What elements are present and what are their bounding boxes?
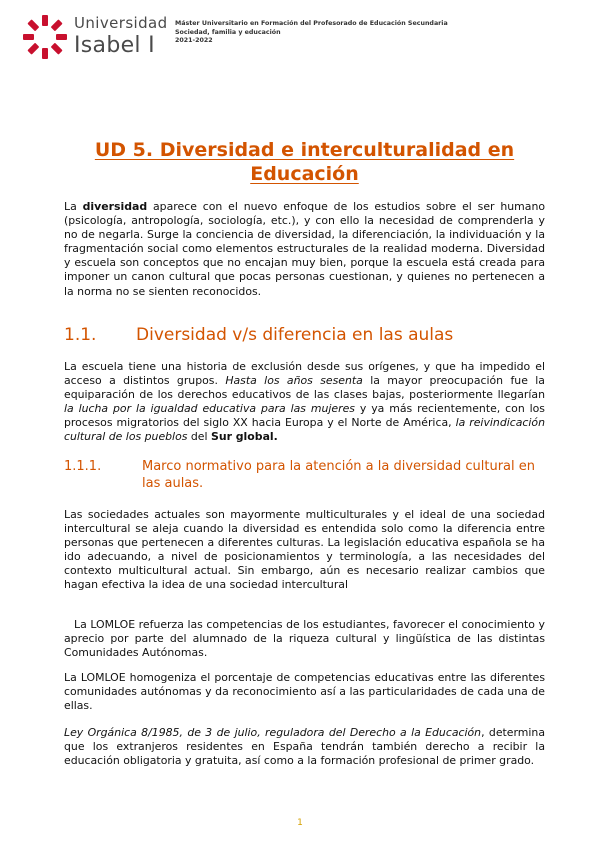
university-logo — [22, 14, 172, 62]
program-name: Máster Universitario en Formación del Profesorado de Educación Secundaria — [175, 20, 448, 27]
intro-bold-term: diversidad — [82, 200, 148, 213]
law-reference: Ley Orgánica 8/1985, de 3 de julio, reguladora del Derecho a la Educación — [64, 726, 482, 739]
section-1-1-1-paragraph-4 — [64, 726, 545, 768]
section-1-1-1-heading — [64, 458, 545, 492]
section-1-1-title: Diversidad v/s diferencia en las aulas — [136, 325, 454, 345]
logo-line1: Universidad — [74, 14, 168, 32]
intro-prefix: La — [64, 200, 83, 213]
s11-text-4: del — [187, 430, 211, 444]
s11-italic-3: la reivindicación cultural de los pueblos — [64, 416, 545, 444]
s11-text-1: La escuela tiene una historia de exclusión desde sus orígenes, y que ha impedido el acceso a distintos grupos. — [64, 360, 545, 388]
section-1-1-number: 1.1. — [64, 325, 97, 345]
p4-text: , determina que los extranjeros residentes en España tendrán también derecho a recibir la educación obligatoria y gratuita, así como a la formación profesional de primer grado. — [64, 726, 545, 768]
s11-italic-1: Hasta los años sesenta — [225, 374, 363, 388]
section-1-1-1-number: 1.1.1. — [64, 459, 102, 474]
intro-text: aparece con el nuevo enfoque de los estudios sobre el ser humano (psicología, antropología, sociología, etc.), y con ello la necesidad de comprenderla y no de negarla. Surge la conciencia de diversidad, la diferenciación, la individuación y la fragmentación social como elementos estructurales de la realidad moderna. Diversidad y escuela son conceptos que no encajan muy bien, porque la escuela está creada para imponer un canon cultural que pocas personas cuestionan, y quienes no pertenecen a la norma no se sienten reconocidos. — [64, 200, 546, 298]
section-1-1-1-title: Marco normativo para la atención a la diversidad cultural en las aulas. — [142, 459, 535, 491]
logo-line2: Isabel I — [74, 33, 155, 58]
header-info — [175, 20, 448, 46]
s11-text-3: y ya más recientemente, con los procesos migratorios del siglo XX hacia Europa y el Norte de América, — [64, 402, 545, 430]
section-1-1-1-paragraph-3: La LOMLOE homogeniza el porcentaje de competencias educativas entre las diferentes comunidades autónomas y da reconocimiento así a las particularidades de cada una de ellas. — [64, 671, 545, 713]
section-1-1-heading — [64, 324, 545, 346]
s11-bold: Sur global. — [211, 430, 278, 444]
section-1-1-1-paragraph-1: Las sociedades actuales son mayormente multiculturales y el ideal de una sociedad intercultural se aleja cuando la diversidad es entendida solo como la diferencia entre personas que pertenecen a diferentes culturas. La legislación educativa española se ha ido adecuando, a nivel de posicionamientos y terminología, a las necesidades del contexto multicultural actual. Sin embargo, aún es necesario realizar cambios que hagan efectiva la idea de una sociedad intercultural — [64, 508, 545, 592]
section-1-1-paragraph — [64, 360, 545, 445]
logo-ring-icon — [22, 14, 68, 60]
document-title: UD 5. Diversidad e interculturalidad en Educación — [94, 139, 515, 185]
academic-year: 2021-2022 — [175, 37, 213, 44]
page-number: 1 — [297, 818, 303, 828]
section-1-1-1-paragraph-2: La LOMLOE refuerza las competencias de los estudiantes, favorecer el conocimiento y aprecio por parte del alumnado de la riqueza cultural y lingüística de las distintas Comunidades Autónomas. — [64, 618, 545, 660]
s11-text-2: la mayor preocupación fue la equiparación de los derechos educativos de las clases bajas, posteriormente llegarían — [64, 374, 545, 402]
course-name: Sociedad, familia y educación — [175, 28, 281, 36]
intro-paragraph — [64, 200, 545, 299]
s11-italic-2: la lucha por la igualdad educativa para las mujeres — [64, 402, 355, 416]
